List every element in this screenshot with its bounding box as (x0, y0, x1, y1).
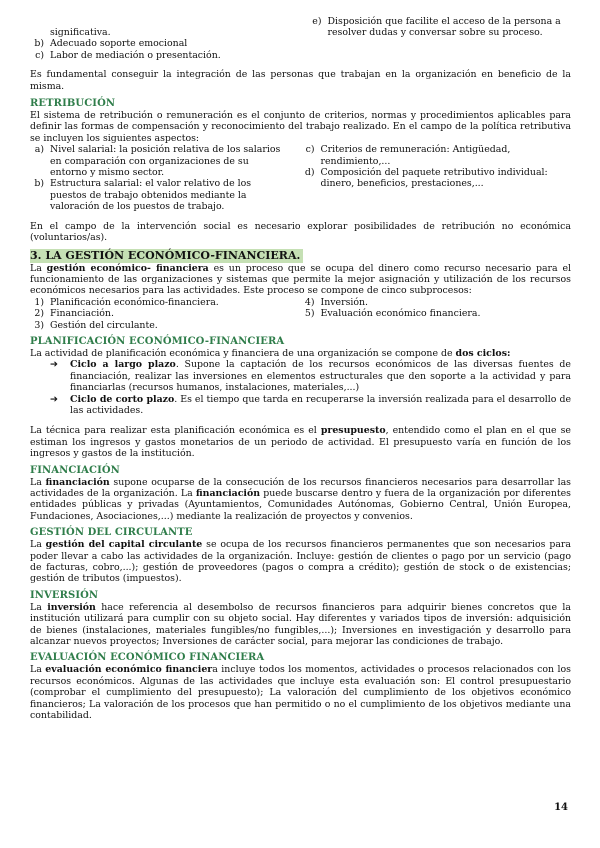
evaluacion-paragraph (30, 664, 571, 721)
evaluacion-heading: EVALUACIÓN ECONÓMICO FINANCIERA (30, 652, 265, 664)
text-run: La (30, 476, 46, 488)
top-list-right (294, 16, 572, 61)
top-list-left (30, 27, 294, 61)
retribucion-list-right (301, 144, 572, 212)
circulante-heading: GESTIÓN DEL CIRCULANTE (30, 527, 193, 539)
text-run: puede buscarse dentro y fuera de la organización por diferentes entidades públicas y privadas (Ayuntamientos, Comunidades Autónomas, Gobierno Central, Unión Europea, Fundaciones, Asociaciones,...) mediante la realización de proyectos y convenios. (30, 488, 571, 522)
list-text: Gestión del circulante. (50, 319, 158, 331)
list-text: Adecuado soporte emocional (50, 38, 188, 50)
text-bold: Ciclo a largo plazo (70, 359, 176, 371)
list-text: Evaluación económico financiera. (320, 308, 481, 320)
list-text: Composición del paquete retributivo individual: dinero, beneficios, prestaciones,... (320, 167, 548, 190)
circulante-paragraph (30, 539, 571, 585)
list-marker: d) (304, 167, 315, 179)
top-list (30, 16, 571, 61)
text-run: La actividad de planificación económica y financiera de una organización se compone de (30, 347, 456, 359)
text-bold: dos ciclos: (455, 347, 511, 359)
text-run: La (30, 262, 47, 274)
list-text: Planificación económico-financiera. (50, 296, 219, 308)
list-marker: e) (312, 16, 322, 27)
arrow-icon: ➔ (50, 359, 58, 371)
text-bold: inversión (47, 601, 96, 613)
list-item (301, 144, 572, 167)
intro-paragraph: Es fundamental conseguir la integración de las personas que trabajan en la organización en beneficio de la misma. (30, 69, 571, 92)
inversion-heading: INVERSIÓN (30, 589, 99, 601)
text-bold: presupuesto (320, 425, 386, 437)
text-bold: financiación (195, 488, 261, 499)
subprocess-list-right (301, 297, 572, 331)
financiacion-paragraph (30, 477, 571, 523)
text-run: La (30, 664, 46, 676)
planificacion-heading: PLANIFICACIÓN ECONÓMICO-FINANCIERA (30, 335, 285, 347)
text-bold: evaluación económico financier (45, 664, 213, 676)
list-text: Disposición que facilite el acceso de la persona a resolver dudas y conversar sobre su proceso. (327, 16, 561, 39)
list-marker: a) (34, 144, 44, 156)
list-item (30, 27, 294, 38)
arrow-icon: ➔ (50, 393, 58, 405)
list-text: Estructura salarial: el valor relativo de los puestos de trabajo obtenidos mediante la valoración de los puestos de trabajo. (50, 178, 252, 213)
text-run: La técnica para realizar esta planificación económica es el (30, 425, 321, 437)
list-text: significativa. (50, 27, 111, 38)
list-marker: b) (34, 178, 44, 190)
text-bold: Ciclo de corto plazo (70, 393, 175, 405)
retribucion-closing: En el campo de la intervención social es necesario explorar posibilidades de retribución no económica (voluntarios/as). (30, 220, 571, 244)
list-text: Labor de mediación o presentación. (50, 49, 221, 61)
text-run: hace referencia al desembolso de recursos financieros para adquirir bienes concretos que la institución utilizará para cumplir con su objeto social. Hay diferentes y variados tipos de inversión: adquisición de bienes (instalaciones, materiales fungibles/no fungibles,...); Inversiones en investigación y desarrollo para alcanzar nuevos proyectos; Inversiones de carácter social, para mejorar las condiciones de trabajo. (30, 601, 571, 648)
presupuesto-paragraph (30, 425, 571, 459)
retribucion-list-left (30, 144, 301, 212)
list-text: Nivel salarial: la posición relativa de los salarios en comparación con organizaciones de su entorno y mismo sector. (50, 144, 281, 179)
page-number: 14 (554, 802, 568, 813)
text-bold: gestión económico- financiera (46, 262, 209, 274)
text-run: La (30, 601, 48, 613)
list-item (30, 320, 301, 331)
text-run: . Supone la captación de los recursos económicos de las diversas fuentes de financiación, realizar las inversiones en elementos estructurales que den soporte a la actividad y para financiarlas (recursos humanos, instalaciones, materiales,...) (70, 359, 571, 394)
text-run: a incluye todos los momentos, actividades o procesos relacionados con los recursos económicos. Algunas de las actividades que incluye esta evaluación son: El control presupuestario (comprobar el cumplimiento del presupuesto); La valoración del cumplimiento de los objetivos económico financieros; La valoración de los procesos que han permitido o no el cumplimiento de los objetivos mediante una contabilidad. (30, 664, 571, 722)
retribucion-paragraph: El sistema de retribución o remuneración es el conjunto de criterios, normas y procedimientos aplicables para definir las formas de compensación y reconocimiento del trabajo realizado. En el campo de la política retributiva se incluyen los siguientes aspectos: (30, 110, 571, 144)
list-item (30, 50, 294, 61)
list-marker (30, 27, 50, 38)
list-item (308, 16, 572, 39)
cycle-item (30, 394, 571, 417)
list-marker: 3) (34, 319, 44, 331)
list-marker: 5) (304, 308, 315, 320)
list-marker: 4) (304, 296, 315, 308)
list-marker: b) (34, 38, 44, 50)
text-bold: gestión del capital circulante (45, 539, 203, 551)
cycle-item (30, 359, 571, 393)
list-marker: c) (35, 49, 44, 61)
list-text: Criterios de remuneración: Antigüedad, rendimiento,... (320, 144, 511, 167)
cycle-text (70, 359, 571, 393)
list-text: Financiación. (50, 308, 114, 320)
section-heading: 3. LA GESTIÓN ECONÓMICO-FINANCIERA. (30, 249, 303, 263)
document-page (30, 16, 572, 722)
text-run: La (30, 539, 46, 551)
retribucion-list (30, 144, 571, 212)
list-item (30, 38, 294, 49)
list-item (301, 297, 572, 308)
list-text: Inversión. (320, 296, 369, 308)
financiacion-heading: FINANCIACIÓN (30, 464, 120, 476)
retribucion-heading: RETRIBUCIÓN (30, 98, 116, 110)
subprocess-list-left (30, 297, 301, 331)
text-run: supone ocuparse de la consecución de los recursos financieros necesarios para desarrollar las actividades de la organización. La (30, 476, 571, 499)
list-item (301, 308, 572, 319)
list-marker: 2) (34, 308, 44, 320)
text-run: , entendido como el plan en el que se estiman los ingresos y gastos monetarios de un periodo de actividad. El presupuesto varía en función de los ingresos y gastos de la institución. (30, 425, 571, 460)
cycle-text (70, 394, 571, 417)
planificacion-paragraph (30, 348, 571, 359)
list-item (301, 167, 572, 190)
subprocess-list (30, 297, 571, 331)
text-run: . Es el tiempo que tarda en recuperarse la inversión realizada para el desarrollo de las actividades. (70, 393, 572, 416)
text-bold: financiación (45, 476, 110, 488)
inversion-paragraph (30, 602, 571, 648)
list-marker: c) (305, 144, 315, 156)
text-run: es un proceso que se ocupa del dinero como recurso necesario para el funcionamiento de las organizaciones y sistemas que permite la mejor asignación y utilización de los recursos económicos necesarios para las actividades. Este proceso se compone de cinco subprocesos: (30, 262, 571, 297)
section3-paragraph (30, 263, 571, 297)
list-item (30, 178, 301, 212)
list-item (30, 297, 301, 308)
text-run: se ocupa de los recursos financieros permanentes que son necesarios para poder llevar a cabo las actividades de la organización. Incluye: gestión de clientes o pago por un servicio (pago de facturas, cobro,...); gestión de proveedores (pagos o compra a crédito); gestión de stock o de existencias; gestión de tributos (impuestos). (30, 539, 572, 585)
list-marker: 1) (34, 296, 44, 308)
list-item (30, 308, 301, 319)
list-item (30, 144, 301, 178)
